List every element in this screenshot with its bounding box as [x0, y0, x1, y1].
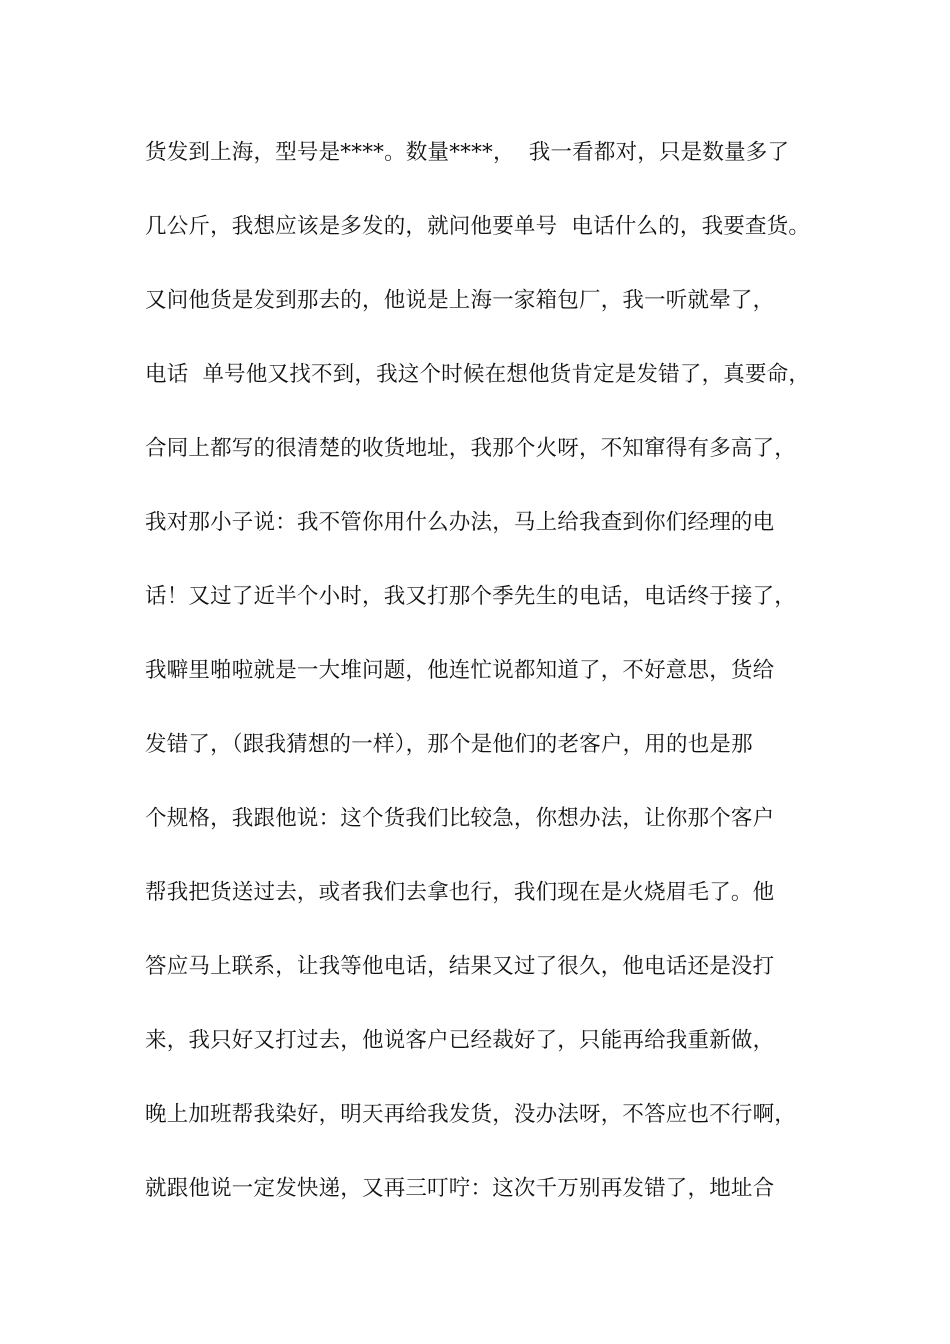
text-line: 又问他货是发到那去的，他说是上海一家箱包厂，我一听就晕了， — [145, 288, 775, 313]
text-line: 来，我只好又打过去，他说客户已经裁好了，只能再给我重新做， — [145, 1028, 775, 1053]
text-line: 个规格，我跟他说：这个货我们比较急，你想办法，让你那个客户 — [145, 806, 775, 831]
text-line: 晚上加班帮我染好，明天再给我发货，没办法呀，不答应也不行啊， — [145, 1102, 797, 1127]
text-line: 货发到上海，型号是****。数量****， 我一看都对，只是数量多了 — [145, 140, 790, 165]
text-line: 发错了，（跟我猜想的一样），那个是他们的老客户，用的也是那 — [145, 732, 753, 757]
text-line: 我噼里啪啦就是一大堆问题，他连忙说都知道了，不好意思，货给 — [145, 658, 775, 683]
text-line: 合同上都写的很清楚的收货地址，我那个火呀，不知窜得有多高了， — [145, 436, 797, 461]
text-line: 话！又过了近半个小时，我又打那个季先生的电话，电话终于接了， — [145, 584, 797, 609]
text-line: 电话 单号他又找不到，我这个时候在想他货肯定是发错了，真要命， — [145, 362, 811, 387]
text-line: 几公斤，我想应该是多发的，就问他要单号 电话什么的，我要查货。 — [145, 214, 811, 239]
text-line: 我对那小子说：我不管你用什么办法，马上给我查到你们经理的电 — [145, 510, 775, 535]
text-line: 帮我把货送过去，或者我们去拿也行，我们现在是火烧眉毛了。他 — [145, 880, 775, 905]
text-line: 就跟他说一定发快递，又再三叮咛：这次千万别再发错了，地址合 — [145, 1176, 775, 1201]
text-line: 答应马上联系，让我等他电话，结果又过了很久，他电话还是没打 — [145, 954, 775, 979]
